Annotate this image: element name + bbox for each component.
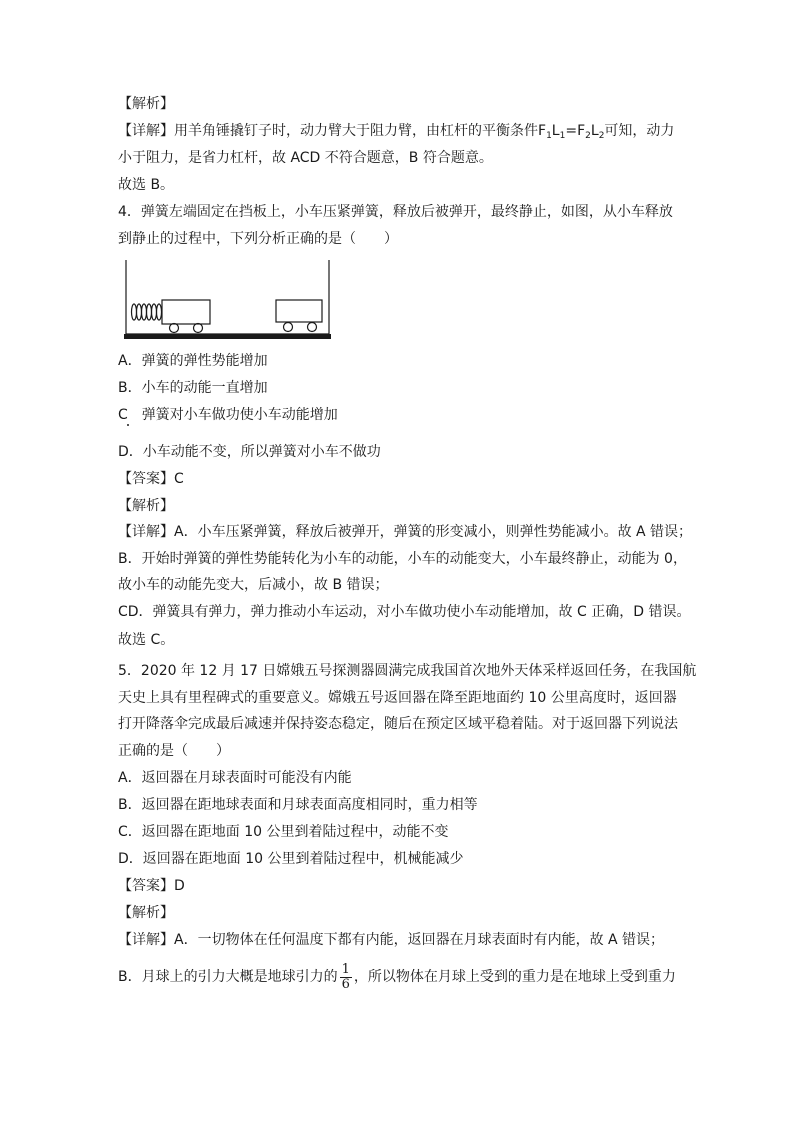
option-b: B．小车的动能一直增加 [118,380,268,396]
question-5-stem-cont: 正确的是（ ） [118,743,230,759]
formula-equals: = [565,123,578,139]
text-segment: B．月球上的引力大概是地球引力的 [118,969,338,985]
fraction-numerator: 1 [341,961,350,977]
analysis-heading: 【解析】 [118,905,174,921]
detail-text-tail: 可知，动力 [604,123,675,139]
analysis-heading: 【解析】 [118,96,174,112]
option-c: C 弹簧对小车做功使小车动能增加 [118,407,338,423]
text-line: 故小车的动能先变大，后减小，故 B 错误； [118,577,389,593]
option-b: B．返回器在距地球表面和月球表面高度相同时，重力相等 [118,797,478,813]
formula-sub-4: 2 [598,131,605,141]
fraction-one-sixth [340,963,352,992]
formula-f1: F [538,123,547,139]
option-d: D．返回器在距地面 10 公里到着陆过程中，机械能减少 [118,851,464,867]
detail-text: 【详解】用羊角锤撬钉子时，动力臂大于阻力臂，由杠杆的平衡条件 [118,123,538,139]
answer-heading: 【答案】D [118,878,185,894]
detail-paragraph [118,121,674,146]
text-segment-tail: ，所以物体在月球上受到的重力是在地球上受到重力 [353,969,676,985]
formula-l1: L [551,123,560,139]
text-line: B．开始时弹簧的弹性势能转化为小车的动能，小车的动能变大，小车最终静止，动能为 0， [118,551,687,567]
cart-left-icon [162,300,210,333]
question-5-stem: 5．2020 年 12 月 17 日嫦娥五号探测器圆满完成我国首次地外天体采样返回任务，在我国航 [118,663,697,679]
formula-f2: F [577,123,586,139]
formula-l2: L [590,123,599,139]
formula-sub-1: 1 [546,131,552,141]
question-4-stem-cont: 到静止的过程中，下列分析正确的是（ ） [118,231,398,247]
option-a: A．返回器在月球表面时可能没有内能 [118,770,352,786]
question-5-stem-cont: 打开降落伞完成最后减速并保持姿态稳定，随后在预定区域平稳着陆。对于返回器下列说法 [118,716,678,732]
answer-heading: 【答案】C [118,471,184,487]
analysis-heading: 【解析】 [118,498,174,514]
question-4-stem: 4．弹簧左端固定在挡板上，小车压紧弹簧，释放后被弹开，最终静止，如图，从小车释放 [118,204,673,220]
text-line-with-fraction [118,962,676,992]
question-5-stem-cont: 天史上具有里程碑式的重要意义。嫦娥五号返回器在降至距地面约 10 公里高度时，返回器 [118,690,677,706]
detail-paragraph: 【详解】A．一切物体在任何温度下都有内能，返回器在月球表面时有内能，故 A 错误； [118,932,665,948]
floor-base [124,334,331,339]
detail-paragraph: 【详解】A．小车压紧弹簧，释放后被弹开，弹簧的形变减小，则弹性势能减小。故 A 错误； [118,524,693,540]
answer-conclusion: 故选 B。 [118,177,175,193]
spring-cart-figure [118,258,334,340]
option-c: C．返回器在距地面 10 公里到着陆过程中，动能不变 [118,824,449,840]
stray-mark [127,424,129,426]
spring-icon [132,304,162,320]
answer-conclusion: 故选 C。 [118,632,175,648]
formula-sub-2: 1 [559,131,566,141]
text-line: CD．弹簧具有弹力，弹力推动小车运动，对小车做功使小车动能增加，故 C 正确，D 错误。 [118,604,691,620]
cart-right-icon [276,300,322,332]
formula-sub-3: 2 [585,131,591,141]
text-line: 小于阻力，是省力杠杆，故 ACD 不符合题意，B 符合题意。 [118,150,493,166]
fraction-denominator: 6 [341,976,350,992]
option-d: D．小车动能不变，所以弹簧对小车不做功 [118,444,381,460]
option-a: A．弹簧的弹性势能增加 [118,353,268,369]
